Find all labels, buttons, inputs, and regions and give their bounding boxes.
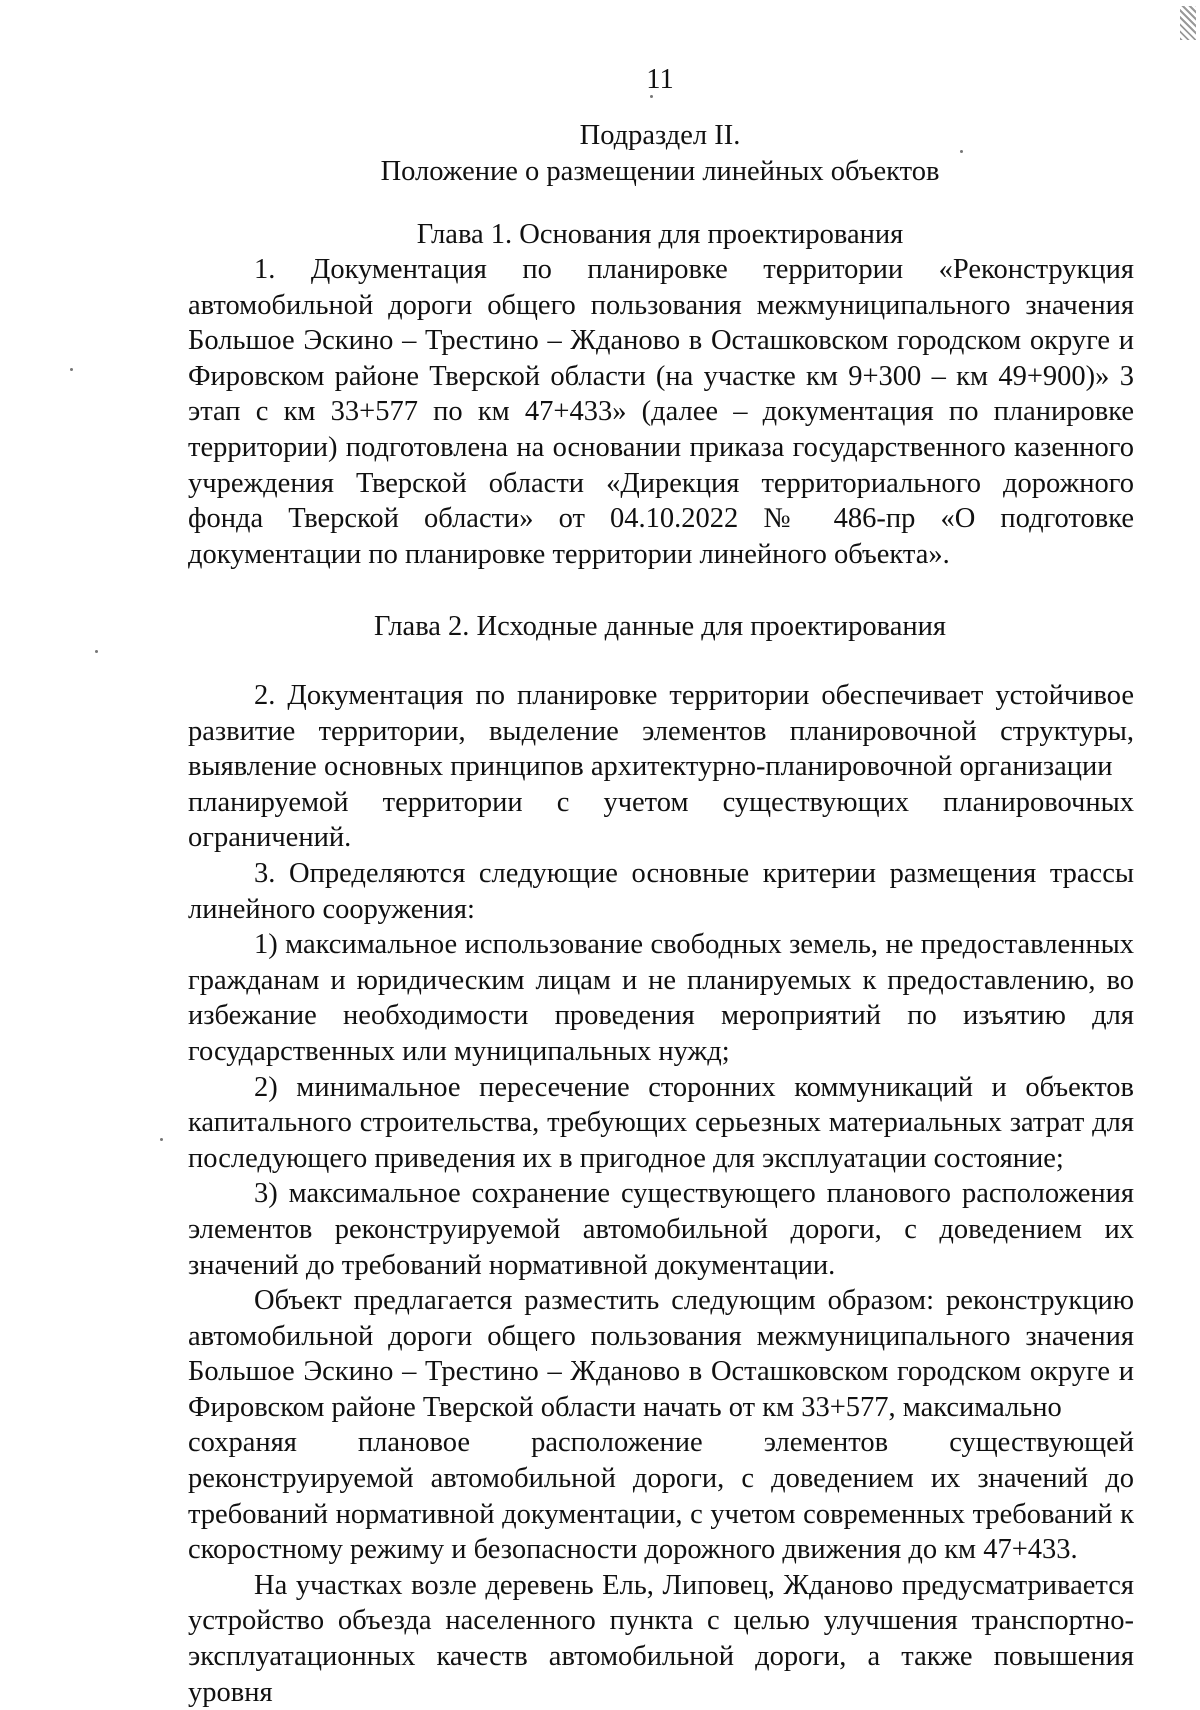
paragraph-object-placement: Объект предлагается разместить следующим образом: реконструкцию автомобильной дороги общего пользования межмуниципального значения Большое Эскино – Трестино – Жданово в Осташковском городском округе и Фировском районе Тверской области начать от км 33+577, максимально [188, 1285, 1134, 1423]
page-number: 11 [646, 64, 674, 95]
scan-speck [95, 650, 98, 653]
paragraph-3: 3. Определяются следующие основные критерии размещения трассы линейного сооружения: [188, 857, 1134, 925]
scan-speck [160, 1138, 163, 1141]
scan-speck [70, 368, 73, 371]
criteria-item-2: 2) минимальное пересечение сторонних коммуникаций и объектов капитального строительства, требующих серьезных материальных затрат для последующего приведения их в пригодное для эксплуатации состояние; [188, 1071, 1134, 1174]
paragraph-object-tail: реконструируемой автомобильной дороги, с доведением их значений до требований нормативной документации, с учетом современных требований к скоростному режиму и безопасности дорожного движения до км 47+433. [188, 1463, 1134, 1566]
paragraph-2-justified-line: планируемой территории с учетом существующих планировочных [188, 786, 1134, 818]
paragraph-object-justified-line: сохраняя плановое расположение элементов существующей [188, 1427, 1134, 1459]
chapter-1-body [188, 252, 1134, 572]
paragraph-2: 2. Документация по планировке территории обеспечивает устойчивое развитие территории, выделение элементов планировочной структуры, выявление основных принципов архитектурно-планировочной организации [188, 680, 1134, 783]
criteria-item-3: 3) максимальное сохранение существующего планового расположения элементов реконструируемой автомобильной дороги, с доведением их значений до требований нормативной документации. [188, 1178, 1134, 1281]
subsection-title: Подраздел II. [579, 120, 741, 151]
scan-edge-mark [1180, 6, 1196, 40]
subsection-subtitle: Положение о размещении линейных объектов [380, 156, 940, 187]
chapter-1-title: Глава 1. Основания для проектирования [416, 219, 904, 250]
chapter-2-title: Глава 2. Исходные данные для проектирования [374, 611, 946, 642]
criteria-item-1: 1) максимальное использование свободных земель, не предоставленных гражданам и юридическим лицам и не планируемых к предоставлению, во избежание необходимости проведения мероприятий по изъятию для государственных или муниципальных нужд; [188, 929, 1134, 1067]
chapter-2-body [188, 678, 1134, 1710]
paragraph-2-tail: ограничений. [188, 822, 352, 854]
paragraph-bypass: На участках возле деревень Ель, Липовец, Жданово предусматривается устройство объезда населенного пункта с целью улучшения транспортно-эксплуатационных качеств автомобильной дороги, а также повышения уровня [188, 1569, 1134, 1708]
paragraph-1: 1. Документация по планировке территории «Реконструкция автомобильной дороги общего пользования межмуниципального значения Большое Эскино – Трестино – Жданово в Осташковском городском округе и Фировском районе Тверской области (на участке км 9+300 – км 49+900)» 3 этап с км 33+577 по км 47+433» (далее – документация по планировке территории) подготовлена на основании приказа государственного казенного учреждения Тверской области «Дирекция территориального дорожного фонда Тверской области» от 04.10.2022 № 486-пр «О подготовке документации по планировке территории линейного объекта». [188, 254, 1134, 570]
